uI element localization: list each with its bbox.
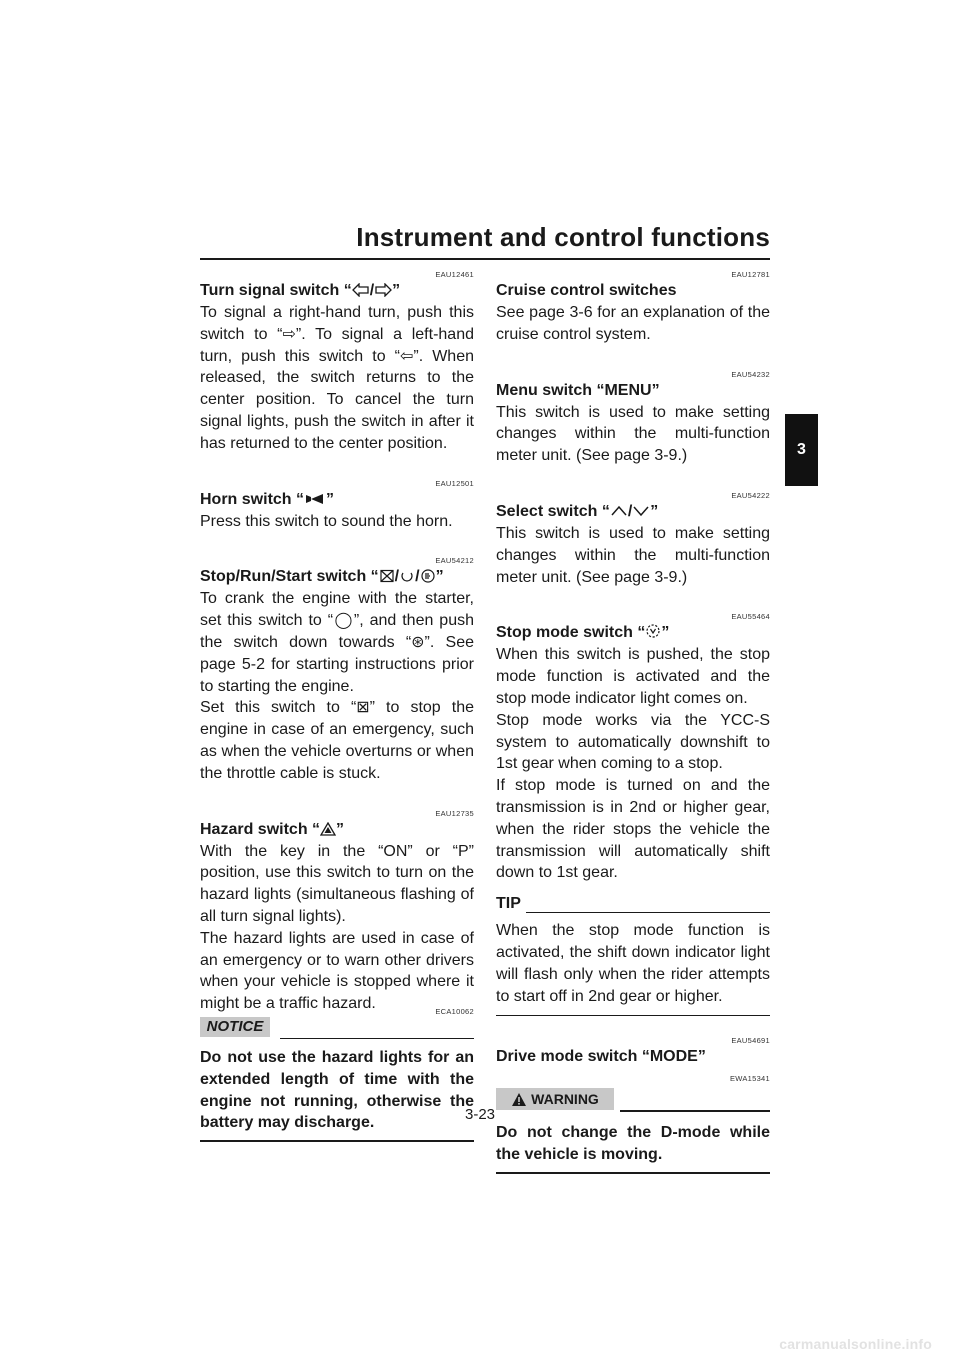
section-code: EAU12461 <box>435 270 474 279</box>
warning-body: Do not change the D-mode while the vehicle is moving. <box>496 1124 770 1164</box>
section-body: To signal a right-hand turn, push this switch to “⇨”. To signal a left-hand turn, push this switch to “⇦”. When released, the switch returns to the center position. To cancel the turn signal lights, push the switch in after it has returned to the center position. <box>200 304 474 452</box>
select-section <box>496 491 770 588</box>
tip-header <box>496 894 770 916</box>
turn-signal-section <box>200 270 474 455</box>
section-code: EAU12781 <box>731 270 770 279</box>
warning-code: EWA15341 <box>729 1074 770 1084</box>
page-number: 3-23 <box>464 1106 496 1123</box>
stop-run-start-section <box>200 556 474 784</box>
notice-body: Do not use the hazard lights for an extended length of time with the engine not running, otherwise the battery may discharge. <box>200 1048 474 1132</box>
section-heading: Stop/Run/Start switch “ / / ” <box>200 568 444 586</box>
hazard-section <box>200 809 474 1015</box>
section-heading: Drive mode switch “MODE” <box>496 1048 706 1066</box>
section-code: EAU54212 <box>435 556 474 566</box>
title-rule <box>200 258 770 260</box>
watermark: carmanualsonline.info <box>779 1336 932 1352</box>
cruise-section <box>496 270 770 346</box>
stop-mode-icon <box>645 623 661 639</box>
section-body: Press this switch to sound the horn. <box>200 512 453 530</box>
right-column <box>496 270 770 1174</box>
horn-section <box>200 479 474 533</box>
engine-start-icon <box>420 569 436 583</box>
section-heading: Hazard switch “ ” <box>200 820 345 838</box>
chevron-up-icon <box>610 504 628 518</box>
warning-end-rule <box>496 1172 770 1174</box>
tip-body: When the stop mode function is activated, the shift down indicator light will flash only when the rider attempts to start off in 2nd gear or higher. <box>496 922 770 1005</box>
section-body: This switch is used to make setting changes within the multi-function meter unit. (See page 3-9.) <box>496 403 770 465</box>
section-body: When this switch is pushed, the stop mode function is activated and the stop mode indicator light comes on. Stop mode works via the YCC-S system to automatically downshift to 1st gear when coming to a stop. If stop mode is turned on and the transmission is in 2nd or higher gear, when the rider stops the vehicle the transmission will automatically shift down to 1st gear. <box>496 646 770 882</box>
notice-end-rule <box>200 1140 474 1142</box>
tip-rule <box>526 912 770 913</box>
page-title: Instrument and control functions <box>356 222 770 252</box>
chevron-down-icon <box>632 504 650 518</box>
turn-right-icon <box>374 283 392 297</box>
section-heading: Horn switch “ ” <box>200 490 335 508</box>
warning-triangle-icon <box>511 1092 527 1107</box>
notice-header <box>200 1017 474 1039</box>
engine-run-icon <box>399 569 415 583</box>
horn-icon <box>304 492 326 506</box>
section-heading: Select switch “ / ” <box>496 502 659 520</box>
section-code: EAU12501 <box>435 478 474 488</box>
hazard-icon <box>320 822 336 836</box>
section-code: EAU12735 <box>435 808 474 818</box>
drive-mode-section <box>496 1036 770 1068</box>
section-body: See page 3-6 for an explanation of the cruise control system. <box>496 304 770 343</box>
section-heading: Stop mode switch “ ” <box>496 624 670 642</box>
tip-label: TIP <box>496 895 521 913</box>
section-code: EAU55464 <box>731 612 770 622</box>
left-column <box>200 270 474 1142</box>
chapter-tab: 3 <box>785 414 818 486</box>
notice-code: ECA10062 <box>435 1006 474 1016</box>
section-heading: Turn signal switch “ / ” <box>200 282 401 299</box>
warning-label: WARNING <box>531 1091 599 1108</box>
section-body: To crank the engine with the starter, set this switch to “◯”, and then push the switch down towards “⊛”. See page 5-2 for starting instructions prior to starting the engine. Set this switch to “⊠” to stop the engine in case of an emergency, such as when the vehicle overturns or when the throttle cable is stuck. <box>200 590 474 782</box>
section-heading: Menu switch “MENU” <box>496 381 660 399</box>
section-body: With the key in the “ON” or “P” position, use this switch to turn on the hazard lights (simultaneous flashing of all turn signal lights). The hazard lights are used in case of an emergency or to warn other drivers when your vehicle is stopped where it might be a traffic hazard. <box>200 842 474 1013</box>
section-heading: Cruise control switches <box>496 282 677 299</box>
menu-section <box>496 370 770 467</box>
stop-mode-section <box>496 612 770 884</box>
section-code: EAU54691 <box>731 1036 770 1046</box>
notice-label: NOTICE <box>200 1017 270 1037</box>
section-code: EAU54232 <box>731 369 770 379</box>
turn-left-icon <box>352 283 370 297</box>
notice-rule <box>280 1038 474 1039</box>
engine-stop-icon <box>379 569 395 583</box>
section-body: This switch is used to make setting changes within the multi-function meter unit. (See page 3-9.) <box>496 524 770 586</box>
section-code: EAU54222 <box>731 490 770 500</box>
